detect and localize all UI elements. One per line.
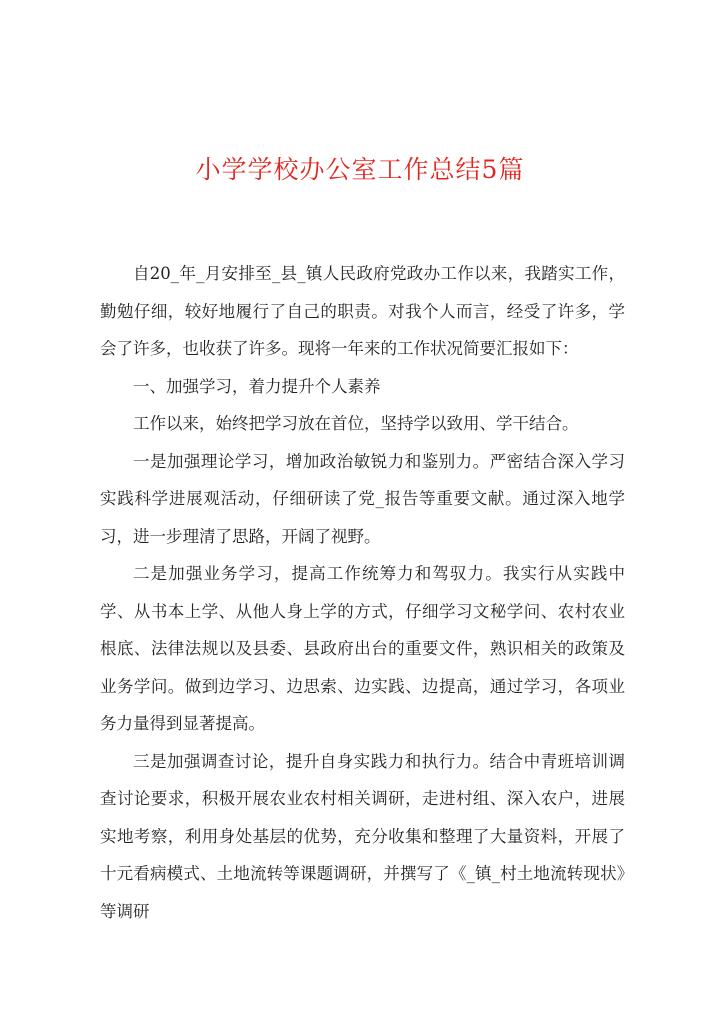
document-body <box>100 255 625 930</box>
paragraph: 一是加强理论学习，增加政治敏锐力和鉴别力。严密结合深入学习实践科学进展观活动，仔细研读了党_报告等重要文献。通过深入地学习，进一步理清了思路，开阔了视野。 <box>100 451 625 546</box>
paragraph: 二是加强业务学习，提高工作统筹力和驾驭力。我实行从实践中学、从书本上学、从他人身上学的方式，仔细学习文秘学问、农村农业根底、法律法规以及县委、县政府出台的重要文件，熟识相关的政策及业务学问。做到边学习、边思索、边实践、边提高，通过学习，各项业务力量得到显著提高。 <box>100 564 625 733</box>
section-heading: 一、加强学习，着力提升个人素养 <box>133 376 381 396</box>
document-title: 小学学校办公室工作总结5篇 <box>195 155 525 184</box>
paragraph: 工作以来，始终把学习放在首位，坚持学以致用、学干结合。 <box>133 414 579 433</box>
paragraph-intro: 自20_年_月安排至_县_镇人民政府党政办工作以来，我踏实工作，勤勉仔细，较好地履行了自己的职责。对我个人而言，经受了许多，学会了许多，也收获了许多。现将一年来的工作状况简要汇报如下： <box>100 264 625 358</box>
paragraph: 三是加强调查讨论，提升自身实践力和执行力。结合中青班培训调查讨论要求，积极开展农业农村相关调研，走进村组、深入农户，进展实地考察，利用身处基层的优势，充分收集和整理了大量资料，开展了十元看病模式、土地流转等课题调研，并撰写了《_镇_村土地流转现状》等调研 <box>100 751 625 921</box>
